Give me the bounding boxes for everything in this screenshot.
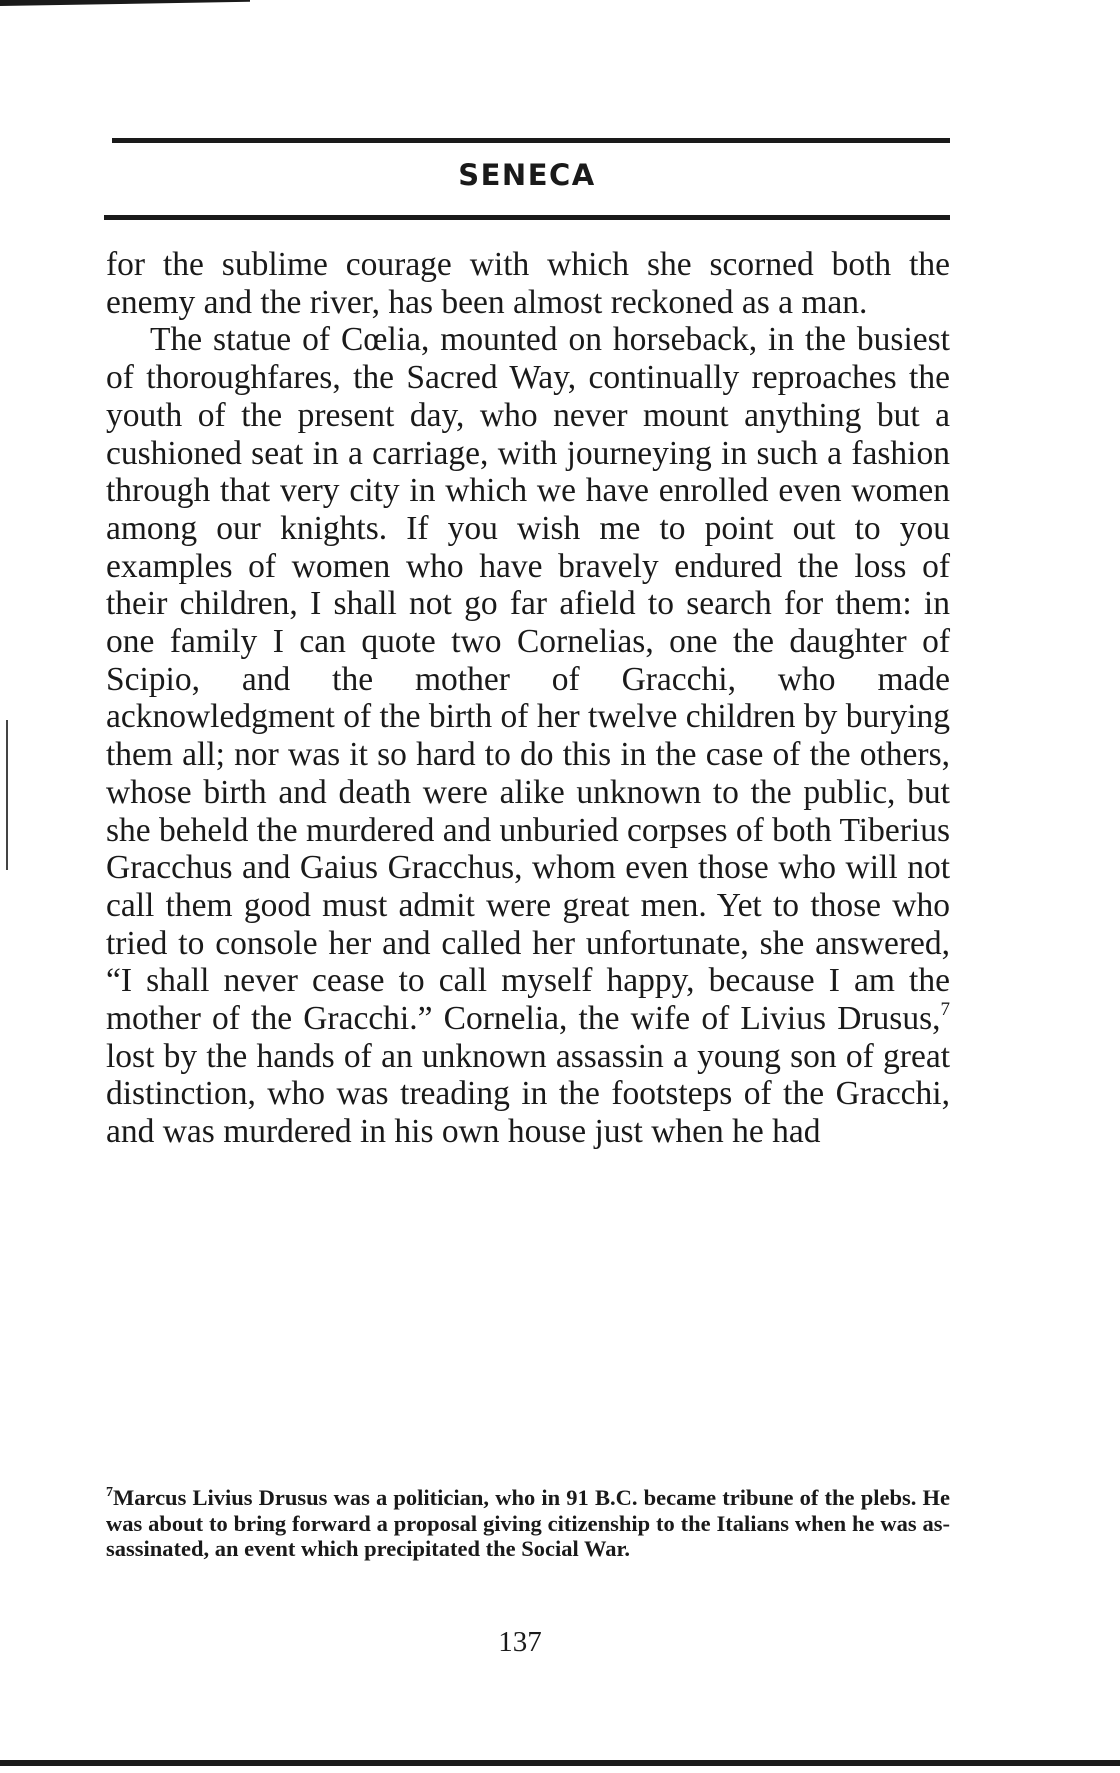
body-text bbox=[106, 246, 950, 1151]
header-rule-bottom bbox=[104, 215, 950, 220]
paragraph-continued: for the sublime courage with which she scorned both the enemy and the river, has been almost reckoned as a man. bbox=[106, 246, 950, 321]
paragraph-main bbox=[106, 321, 950, 1150]
page-number: 137 bbox=[498, 1626, 542, 1658]
page-bottom-edge bbox=[0, 1760, 1120, 1766]
footnote-text: Marcus Livius Drusus was a politician, who in 91 B.C. became tribune of the plebs. He was about to bring forward a proposal giving citizenship to the Italians when he was assassinated, an event which precipitated the Social War. bbox=[106, 1485, 950, 1561]
paragraph-main-text-continued: lost by the hands of an unknown assassin a young son of great distinction, who was treading in the footsteps of the Gracchi, and was murdered in his own house just when he had bbox=[106, 1037, 950, 1151]
footnote-marker: 7 bbox=[106, 1485, 113, 1500]
page-top-edge-mark bbox=[0, 0, 250, 6]
footnote-reference: 7 bbox=[940, 999, 950, 1021]
footnote bbox=[106, 1485, 950, 1562]
paragraph-main-text: The statue of Cœlia, mounted on horseback, in the busiest of thoroughfares, the Sacred Way, continually reproaches the youth of the present day, who never mount anything but a cushioned seat in a carriage, with journeying in such a fashion through that very city in which we have enrolled even women among our knights. If you wish me to point out to you examples of women who have bravely endured the loss of their children, I shall not go far afield to search for them: in one family I can quote two Cornelias, one the daughter of Scipio, and the mother of Gracchi, who made acknowledgment of the birth of her twelve children by burying them all; nor was it so hard to do this in the case of the others, whose birth and death were alike unknown to the public, but she beheld the murdered and unburied corpses of both Tiberius Gracchus and Gaius Gracchus, whom even those who will not call them good must admit were great men. Yet to those who tried to console her and called her unfortunate, she answered, “I shall never cease to call myself happy, because I am the mother of the Gracchi.” Cornelia, the wife of Livius Drusus, bbox=[106, 321, 950, 1038]
running-head: SENECA bbox=[458, 158, 596, 192]
scan-specks bbox=[300, 1640, 480, 1690]
page-margin-mark bbox=[6, 720, 8, 870]
header-rule-top bbox=[112, 138, 950, 143]
